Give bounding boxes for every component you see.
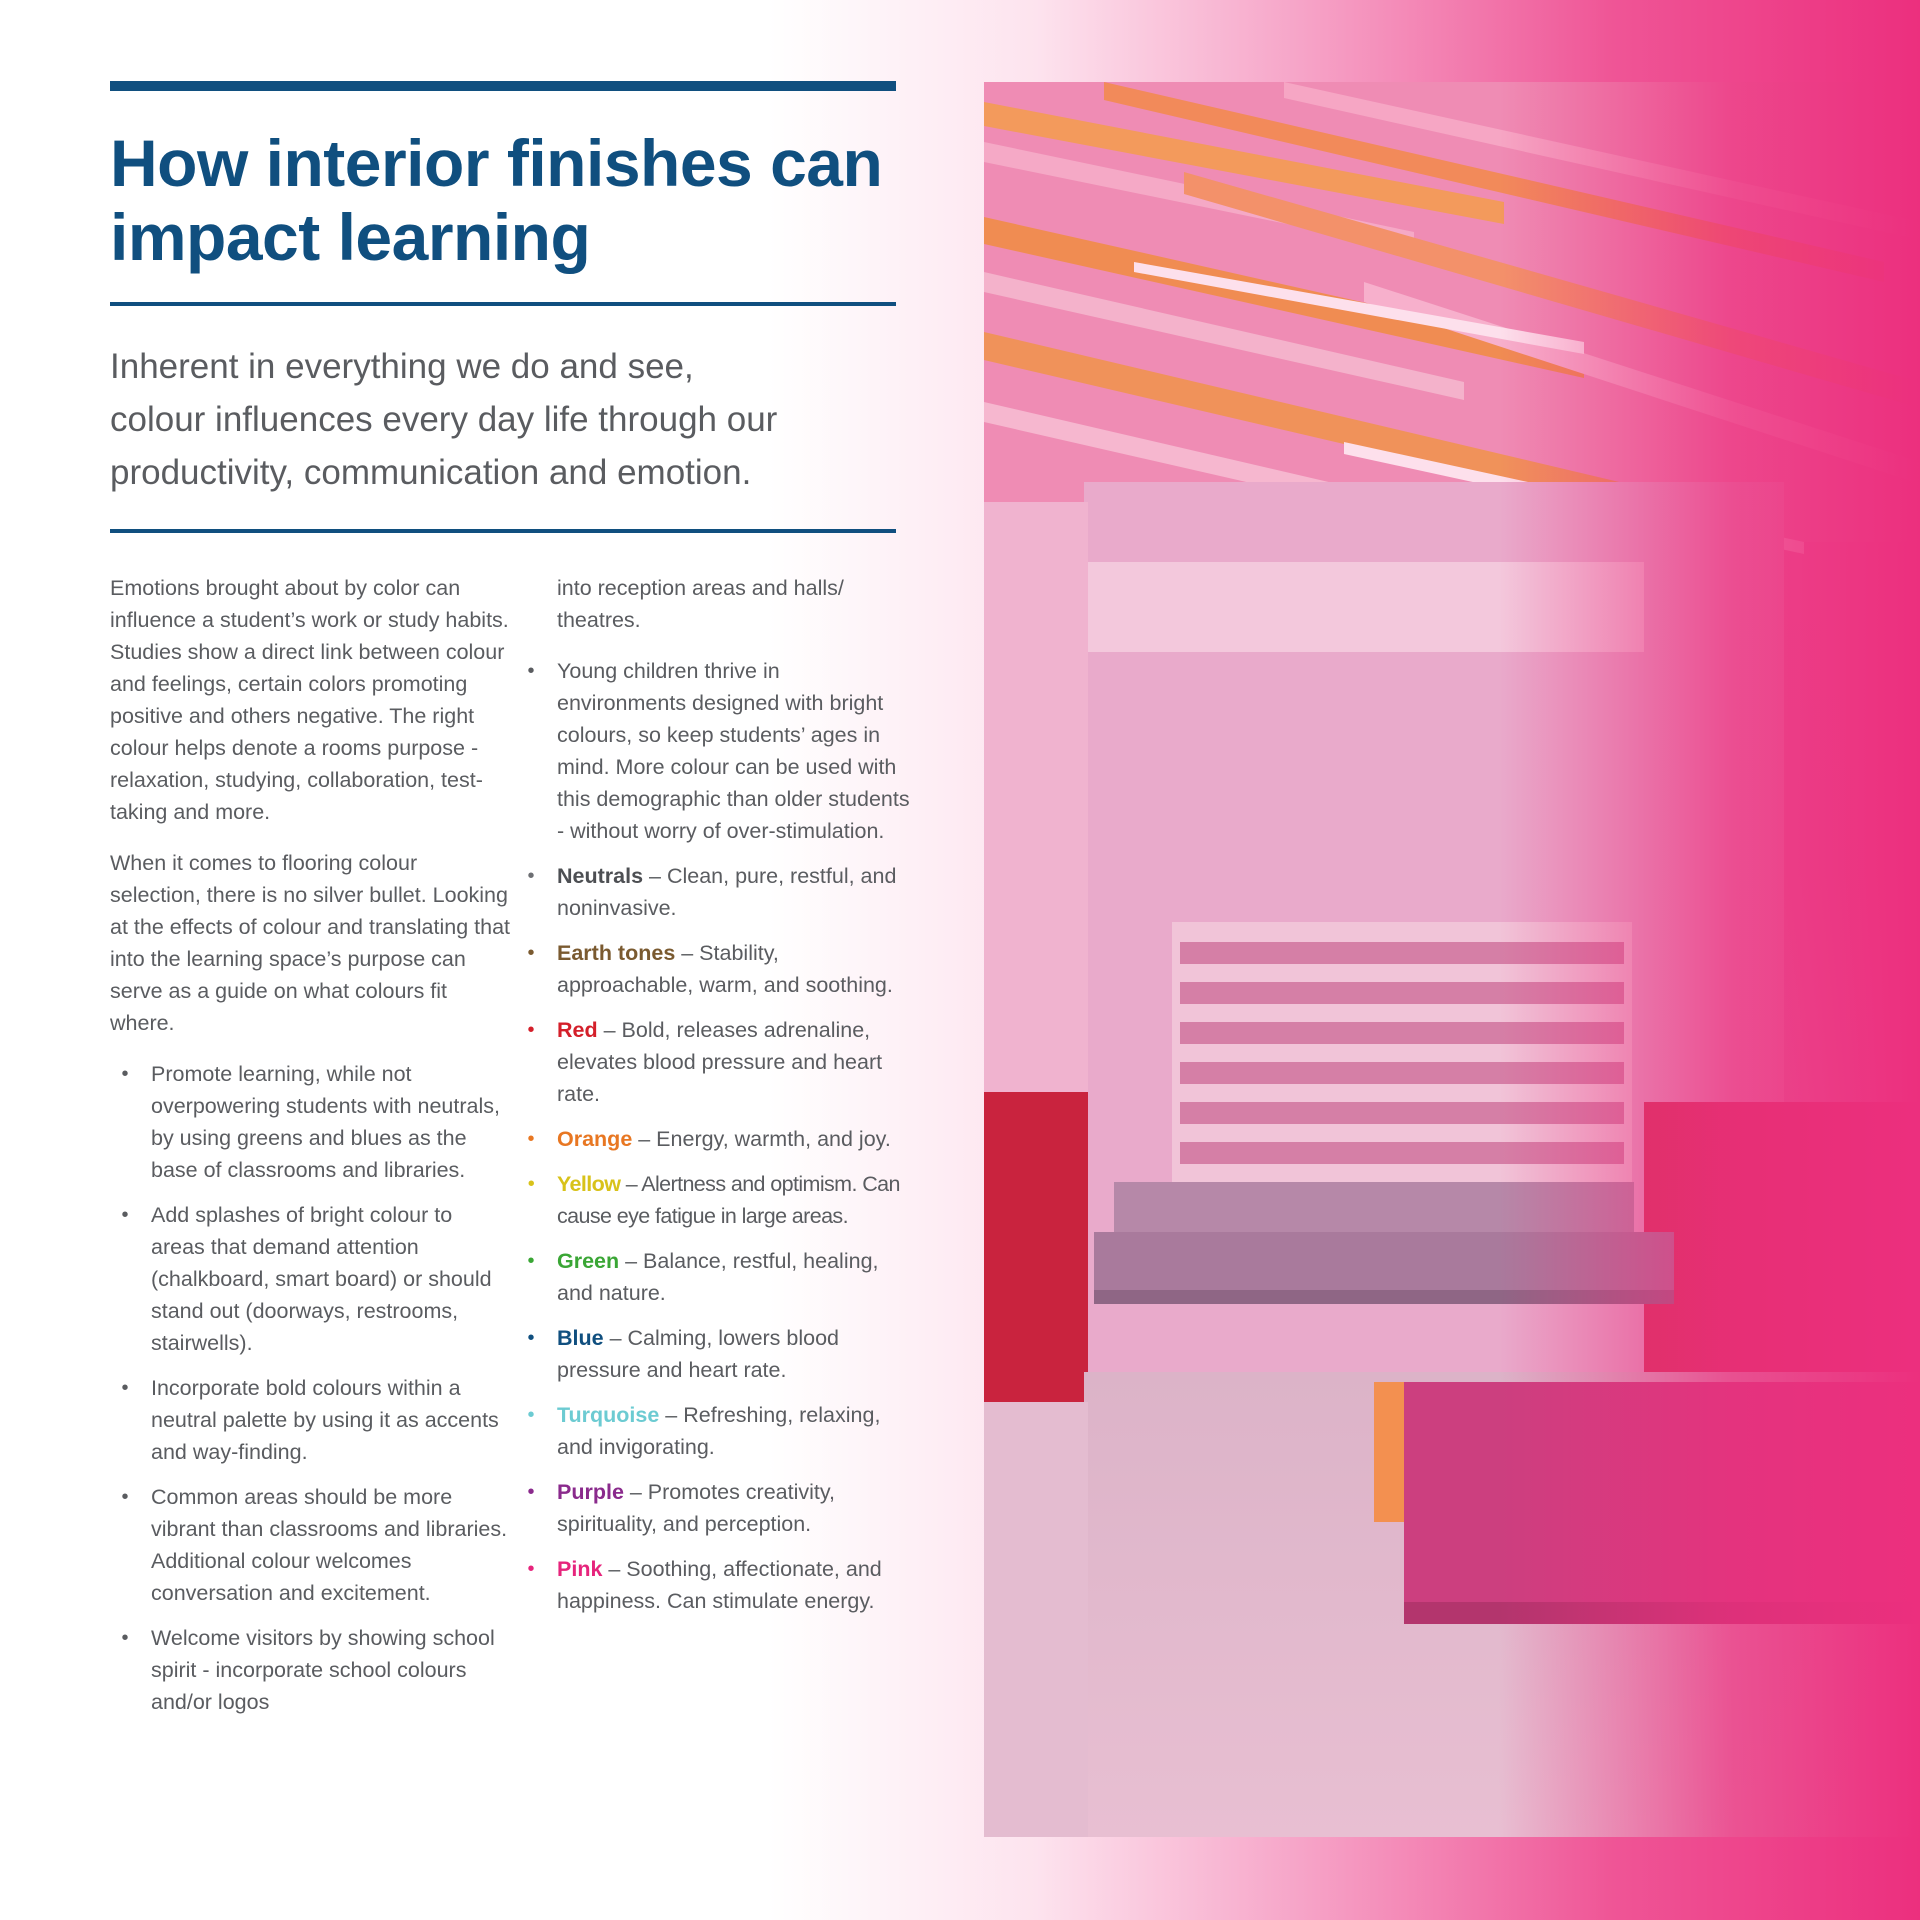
colour-term: Red <box>557 1018 598 1042</box>
list-item <box>110 1622 510 1718</box>
bullet-icon: • <box>527 942 535 964</box>
intro-line-1: Inherent in everything we do and see, <box>110 347 694 386</box>
list-item <box>110 1199 510 1359</box>
colour-description: – Soothing, affectionate, and happiness. Can stimulate energy. <box>557 1557 882 1613</box>
list-item-text: Incorporate bold colours within a neutral palette by using it as accents and way-finding. <box>151 1376 499 1464</box>
colour-item-turquoise <box>510 1399 910 1463</box>
colour-item-purple <box>510 1476 910 1540</box>
colour-term: Yellow <box>557 1172 621 1196</box>
top-rule <box>110 81 896 91</box>
colour-description: – Clean, pure, restful, and noninvasive. <box>557 864 897 920</box>
title-line-1: How interior finishes can <box>110 126 883 200</box>
colour-term: Blue <box>557 1326 604 1350</box>
bullet-icon: • <box>527 1558 535 1580</box>
colour-item-orange <box>510 1123 910 1155</box>
left-column <box>110 572 510 1731</box>
colour-term: Earth tones <box>557 941 676 965</box>
bullet-icon: • <box>121 1377 129 1399</box>
bullet-icon: • <box>527 1404 535 1426</box>
list-item <box>510 655 910 847</box>
bullet-icon: • <box>121 1063 129 1085</box>
list-item <box>110 1372 510 1468</box>
bullet-icon: • <box>527 1173 535 1195</box>
colour-item-yellow <box>510 1168 910 1232</box>
bullet-icon: • <box>527 1128 535 1150</box>
bullet-icon: • <box>527 660 535 682</box>
tips-list <box>110 1058 510 1718</box>
colour-description: – Stability, approachable, warm, and soothing. <box>557 941 893 997</box>
colour-description: – Energy, warmth, and joy. <box>632 1127 891 1151</box>
colour-term: Purple <box>557 1480 624 1504</box>
list-item <box>110 1058 510 1186</box>
list-item-text: Promote learning, while not overpowering students with neutrals, by using greens and blues as the base of classrooms and libraries. <box>151 1062 500 1182</box>
list-item-text: Young children thrive in environments designed with bright colours, so keep students’ ages in mind. More colour can be used with this demographic than older students - without worry of over-stimulation. <box>557 659 910 843</box>
colour-term: Orange <box>557 1127 633 1151</box>
body-paragraph-1: Emotions brought about by color can influence a student’s work or study habits. Studies show a direct link between colour and feelings, certain colors promoting positive and others negative. The right colour helps denote a rooms purpose - relaxation, studying, collaboration, test-taking and more. <box>110 576 509 824</box>
colour-description: – Refreshing, relaxing, and invigorating. <box>557 1403 881 1459</box>
intro-line-3: productivity, communication and emotion. <box>110 453 752 492</box>
continued-text: into reception areas and halls/ theatres. <box>557 576 844 632</box>
bullet-icon: • <box>527 1250 535 1272</box>
title-divider <box>110 302 896 306</box>
colour-description: – Calming, lowers blood pressure and heart rate. <box>557 1326 840 1382</box>
list-item <box>110 1481 510 1609</box>
colour-term: Green <box>557 1249 620 1273</box>
library-interior-photo <box>984 82 1920 1837</box>
body-paragraph-2: When it comes to flooring colour selection, there is no silver bullet. Looking at the effects of colour and translating that into the learning space’s purpose can serve as a guide on what colours fit where. <box>110 851 510 1035</box>
list-item-text: Welcome visitors by showing school spirit - incorporate school colours and/or logos <box>151 1626 495 1714</box>
colour-item-pink <box>510 1553 910 1617</box>
right-column <box>510 572 910 1630</box>
bullet-icon: • <box>121 1627 129 1649</box>
list-item-text: Add splashes of bright colour to areas that demand attention (chalkboard, smart board) or should stand out (doorways, restrooms, stairwells). <box>151 1203 492 1355</box>
bullet-icon: • <box>121 1204 129 1226</box>
bullet-icon: • <box>527 1481 535 1503</box>
colour-item-earth-tones <box>510 937 910 1001</box>
colour-term: Neutrals <box>557 864 644 888</box>
page-title <box>110 126 910 274</box>
colour-list <box>510 655 910 1617</box>
bullet-icon: • <box>527 1019 535 1041</box>
colour-item-neutrals <box>510 860 910 924</box>
intro-line-2: colour influences every day life through our <box>110 400 778 439</box>
colour-item-green <box>510 1245 910 1309</box>
title-line-2: impact learning <box>110 200 591 274</box>
colour-term: Pink <box>557 1557 603 1581</box>
intro-divider <box>110 529 896 533</box>
colour-item-red <box>510 1014 910 1110</box>
list-item-text: Common areas should be more vibrant than classrooms and libraries. Additional colour welcomes conversation and excitement. <box>151 1485 508 1605</box>
bullet-icon: • <box>527 865 535 887</box>
colour-description: – Balance, restful, healing, and nature. <box>557 1249 879 1305</box>
bullet-icon: • <box>121 1486 129 1508</box>
colour-term: Turquoise <box>557 1403 660 1427</box>
colour-description: – Alertness and optimism. Can cause eye fatigue in large areas. <box>557 1172 900 1228</box>
bullet-icon: • <box>527 1327 535 1349</box>
photo-gradient-overlay <box>984 82 1920 1837</box>
colour-description: – Promotes creativity, spirituality, and perception. <box>557 1480 835 1536</box>
colour-item-blue <box>510 1322 910 1386</box>
colour-description: – Bold, releases adrenaline, elevates blood pressure and heart rate. <box>557 1018 883 1106</box>
intro-statement <box>110 340 910 499</box>
